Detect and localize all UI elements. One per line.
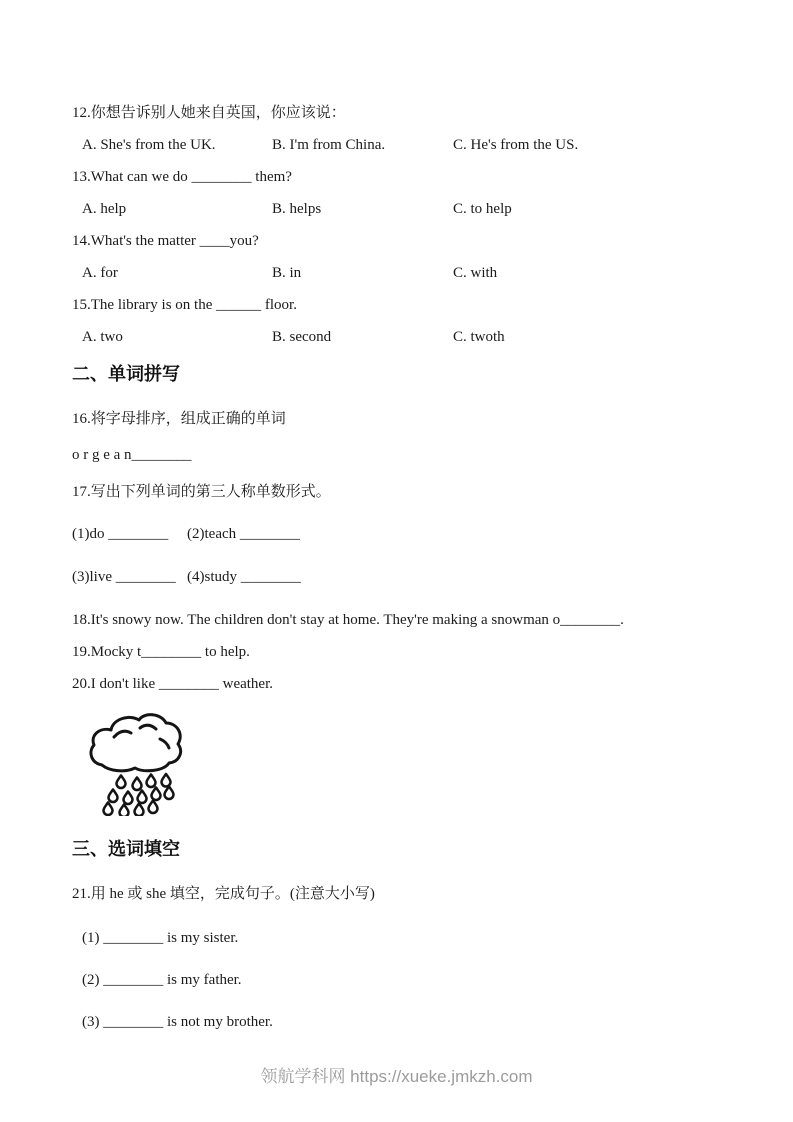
question-17-row-1 [72,524,753,544]
option-12-b: B. I'm from China. [272,137,386,153]
word-fill-section-title: 三、选词填空 [72,839,180,859]
option-12-c: C. He's from the US. [453,137,579,153]
question-21-item-1: (1) ________ is my sister. [82,930,239,946]
option-13-c: C. to help [453,201,512,217]
option-14-a: A. for [82,265,118,281]
question-17-stem: 17.写出下列单词的第三人称单数形式。 [72,484,331,500]
question-15-stem: 15.The library is on the ______ floor. [72,297,297,313]
question-21-item-2: (2) ________ is my father. [82,972,242,988]
option-15-a: A. two [82,329,123,345]
option-14-c: C. with [453,265,498,281]
question-12-options [72,135,753,155]
option-13-a: A. help [82,201,127,217]
question-16-letters-blank: o r g e a n________ [72,447,192,463]
question-19: 19.Mocky t________ to help. [72,644,250,660]
word-fill-section [72,838,753,1032]
question-13-stem: 13.What can we do ________ them? [72,169,292,185]
option-15-b: B. second [272,329,332,345]
question-20: 20.I don't like ________ weather. [72,676,273,692]
question-14-stem: 14.What's the matter ____you? [72,233,259,249]
spelling-section [72,363,753,822]
question-14-options [72,263,753,283]
option-12-a: A. She's from the UK. [82,137,216,153]
option-15-c: C. twoth [453,329,505,345]
question-16-stem: 16.将字母排序，组成正确的单词 [72,411,286,427]
question-15-options [72,327,753,347]
question-18: 18.It's snowy now. The children don't stay at home. They're making a snowman o________. [72,612,624,628]
multiple-choice-section [72,103,753,347]
question-17-row-2 [72,567,753,587]
question-12-stem: 12.你想告诉别人她来自英国，你应该说： [72,105,346,121]
question-17-item-3: (3)live ________ [72,569,176,585]
question-17-item-2: (2)teach ________ [187,526,300,542]
spelling-section-title: 二、单词拼写 [72,364,180,384]
rain-cloud-image [85,706,753,822]
question-17-item-1: (1)do ________ [72,526,169,542]
question-21-item-3: (3) ________ is not my brother. [82,1014,273,1030]
rain-cloud-icon [85,706,185,816]
option-13-b: B. helps [272,201,322,217]
question-21-stem: 21.用 he 或 she 填空，完成句子。(注意大小写) [72,886,375,902]
option-14-b: B. in [272,265,302,281]
question-17-item-4: (4)study ________ [187,569,301,585]
question-13-options [72,199,753,219]
site-watermark: 领航学科网 https://xueke.jmkzh.com [260,1067,533,1086]
